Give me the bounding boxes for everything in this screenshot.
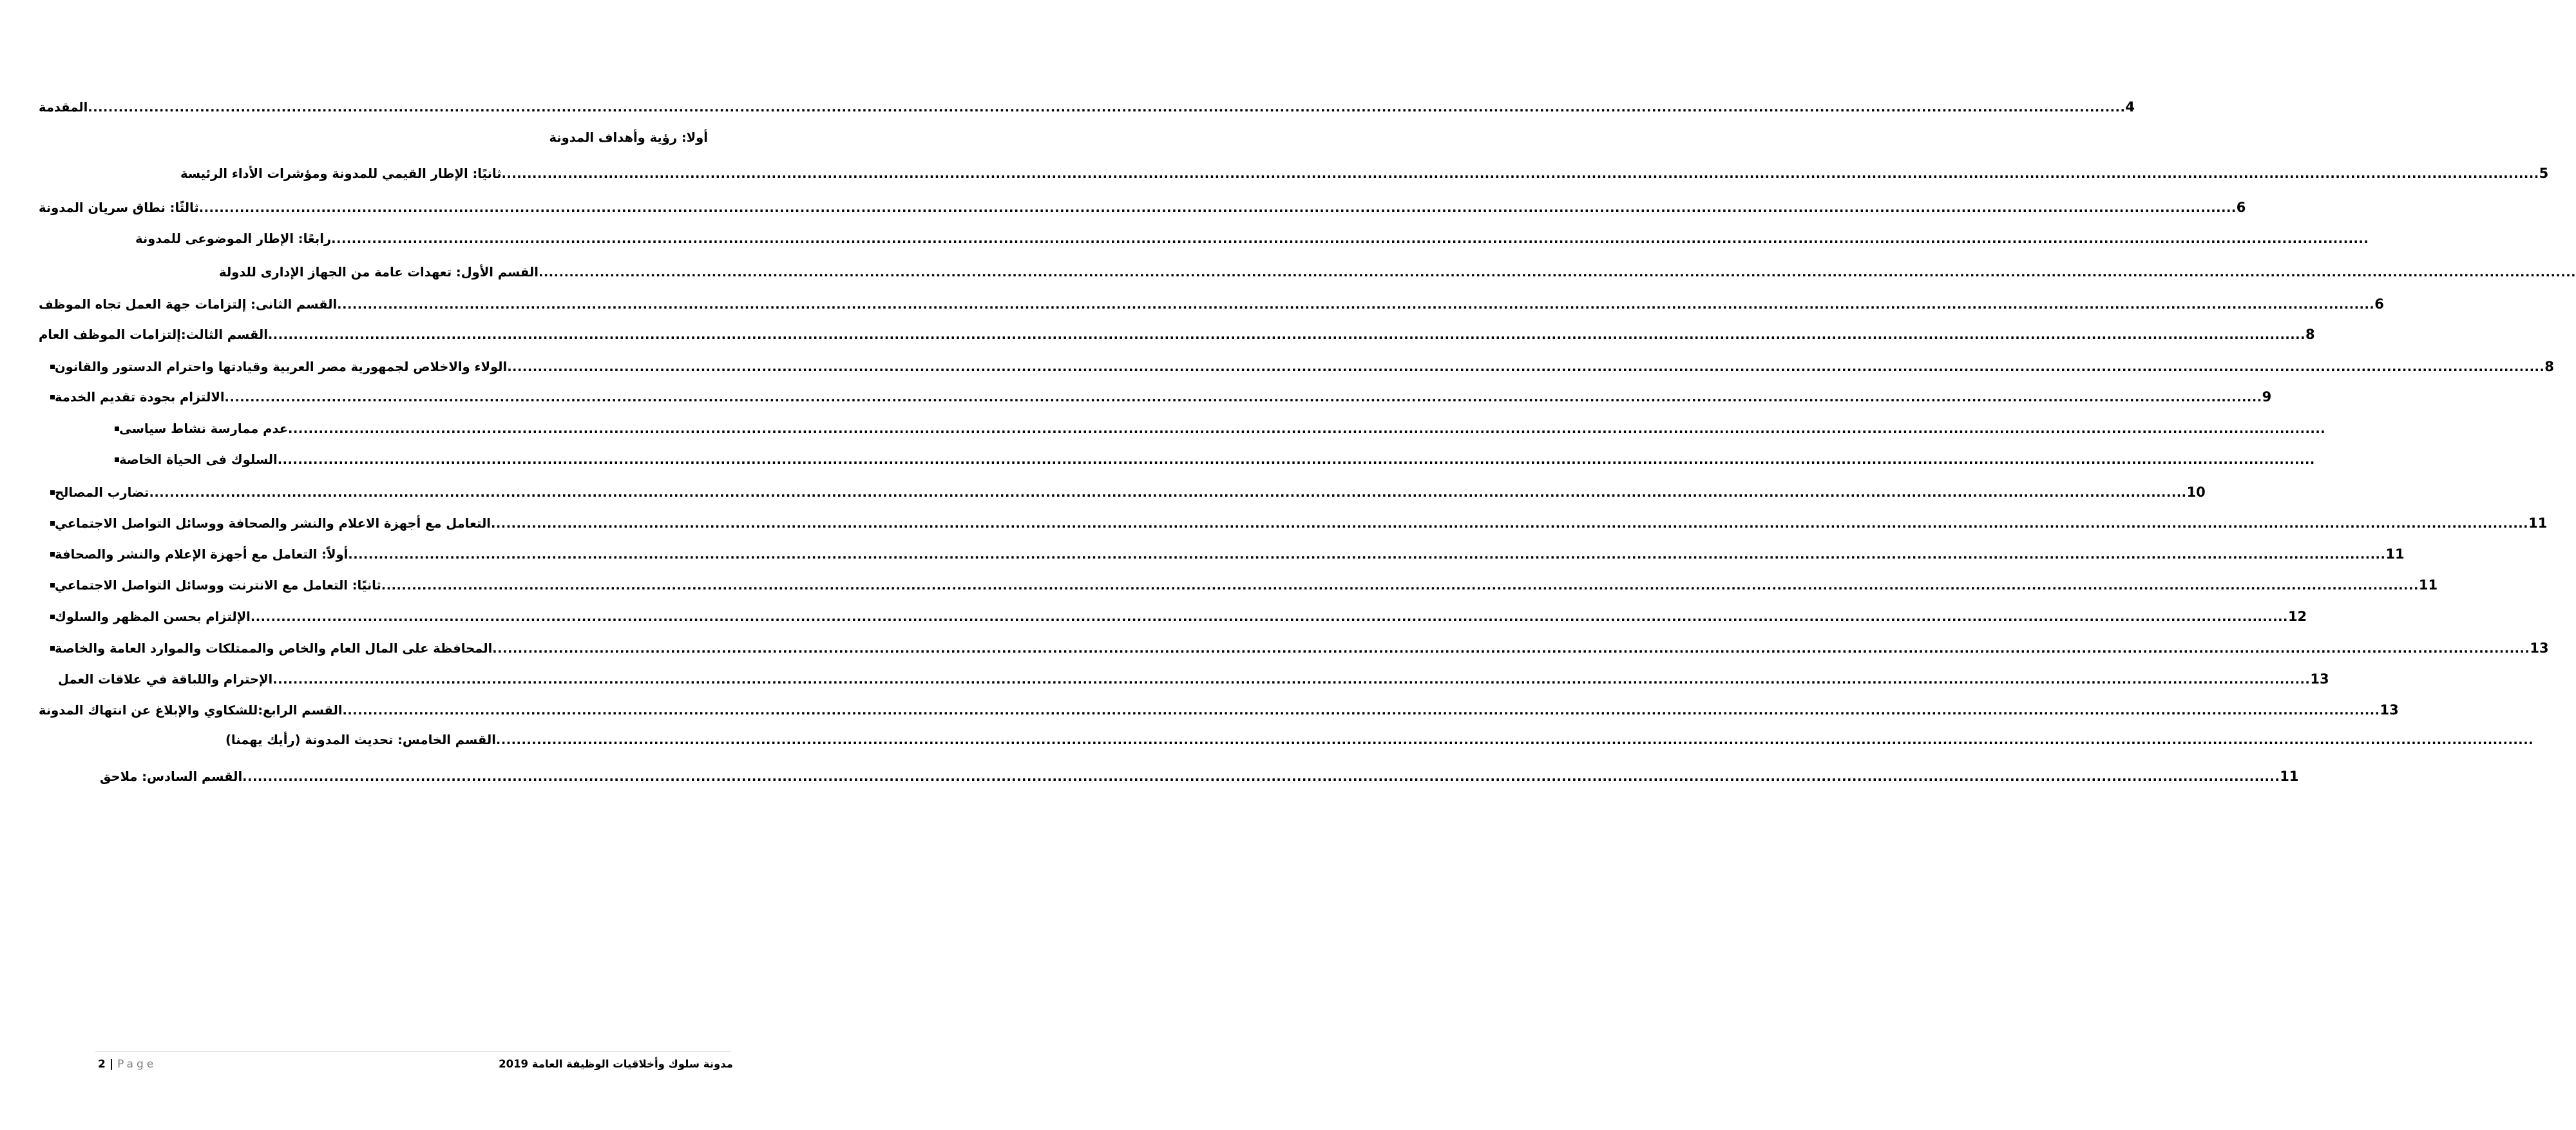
bullet-icon <box>50 583 55 588</box>
toc-entry-label: القسم الأول: تعهدات عامة من الجهاز الإدارى للدولة <box>219 265 539 280</box>
toc-entry-page: 11 <box>2418 577 2438 593</box>
toc-entry-label: القسم السادس: ملاحق <box>100 769 243 784</box>
toc-entry-label: الالتزام بجودة تقديم الخدمة <box>55 390 225 405</box>
toc-entry-page: 11 <box>2280 769 2299 784</box>
toc-entry-label: الولاء والاخلاص لجمهورية مصر العربية وقيادتها واحترام الدستور والقانون <box>55 359 508 374</box>
toc-entry[interactable] <box>39 98 2135 117</box>
bullet-icon <box>50 615 55 619</box>
toc-entry[interactable] <box>39 325 2315 344</box>
toc-entry[interactable] <box>39 483 2206 502</box>
toc-entry-page: 10 <box>2186 484 2206 500</box>
bullet-icon <box>50 395 55 399</box>
toc-entry-page: 8 <box>2544 359 2554 374</box>
toc-entry-page: 6 <box>2236 200 2246 215</box>
toc-entry-label: ثانيًا: التعامل مع الانترنت ووسائل التواصل الاجتماعي <box>55 578 381 593</box>
toc-entry-page: 11 <box>2528 515 2548 531</box>
toc-entry-page: 12 <box>2287 609 2307 624</box>
toc-entry[interactable] <box>135 230 2369 248</box>
toc-entry-page: 11 <box>2385 546 2405 562</box>
toc-entry[interactable] <box>225 731 2534 749</box>
toc-entry[interactable] <box>39 358 2554 376</box>
toc-entry-label: الإلتزام بحسن المظهر والسلوك <box>55 609 251 624</box>
toc-entry[interactable] <box>39 608 2307 626</box>
toc-leader-dots: ................................................................................................................................................................................................................................................................................................................................................................................................................ <box>250 609 2288 624</box>
toc-entry-page: 13 <box>2380 702 2399 718</box>
bullet-icon <box>115 426 119 431</box>
toc-entry-label: رابعًا: الإطار الموضوعى للمدونة <box>135 231 332 246</box>
bullet-icon <box>50 365 55 369</box>
bullet-icon <box>50 490 55 495</box>
toc-leader-dots: ................................................................................................................................................................................................................................................................................................................................................................................................................ <box>490 516 2529 531</box>
page-number: 2 <box>98 1058 106 1071</box>
toc-entry-label: المقدمة <box>39 100 88 115</box>
page-separator: | <box>109 1058 114 1071</box>
toc-entry-label: ثانيًا: الإطار القيمي للمدونة ومؤشرات الأداء الرئيسة <box>180 166 502 181</box>
toc-entry[interactable] <box>103 420 2326 438</box>
toc-entry[interactable] <box>103 451 2315 469</box>
toc-leader-dots: ................................................................................................................................................................................................................................................................................................................................................................................................................ <box>272 672 2311 687</box>
toc-entry-label: القسم الرابع:للشكاوي والإبلاغ عن انتهاك المدونة <box>39 703 343 718</box>
toc-leader-dots: ................................................................................................................................................................................................................................................................................................................................................................................................................ <box>342 703 2380 718</box>
bullet-icon <box>50 552 55 557</box>
toc-leader-dots: ................................................................................................................................................................................................................................................................................................................................................................................................................ <box>277 452 2315 467</box>
toc-leader-dots: ................................................................................................................................................................................................................................................................................................................................................................................................................ <box>538 265 2576 280</box>
toc-entry-label: المحافظة على المال العام والخاص والممتلكات والموارد العامة والخاصة <box>55 641 493 656</box>
toc-leader-dots: ................................................................................................................................................................................................................................................................................................................................................................................................................ <box>331 231 2369 246</box>
toc-leader-dots: ................................................................................................................................................................................................................................................................................................................................................................................................................ <box>149 485 2187 500</box>
toc-entry[interactable] <box>219 263 2576 282</box>
toc-entry[interactable] <box>39 639 2549 658</box>
toc-entry-label: أولاً: التعامل مع أجهزة الإعلام والنشر والصحافة <box>55 547 348 562</box>
toc-leader-dots: ................................................................................................................................................................................................................................................................................................................................................................................................................ <box>507 359 2545 374</box>
toc-entry-label: ثالثًا: نطاق سريان المدونة <box>39 200 199 215</box>
bullet-icon <box>50 521 55 526</box>
footer-page-info <box>98 1058 157 1071</box>
toc-leader-dots: ................................................................................................................................................................................................................................................................................................................................................................................................................ <box>381 578 2419 593</box>
toc-leader-dots: ................................................................................................................................................................................................................................................................................................................................................................................................................ <box>337 297 2375 312</box>
toc-entry-label: السلوك فى الحياة الخاصة <box>119 452 278 467</box>
toc-leader-dots: ................................................................................................................................................................................................................................................................................................................................................................................................................ <box>501 166 2539 181</box>
footer-divider <box>95 1051 730 1052</box>
footer-document-title: مدونة سلوك وأخلاقيات الوظيفة العامة 2019 <box>499 1058 733 1070</box>
toc-leader-dots: ................................................................................................................................................................................................................................................................................................................................................................................................................ <box>495 733 2534 747</box>
toc-entry-label: التعامل مع أجهزة الاعلام والنشر والصحافة ووسائل التواصل الاجتماعي <box>55 516 491 531</box>
toc-leader-dots: ................................................................................................................................................................................................................................................................................................................................................................................................................ <box>224 390 2262 405</box>
toc-entry[interactable] <box>39 701 2399 720</box>
toc-entry[interactable] <box>39 388 2272 407</box>
toc-entry[interactable] <box>39 514 2548 533</box>
toc-leader-dots: ................................................................................................................................................................................................................................................................................................................................................................................................................ <box>288 421 2326 436</box>
toc-entry-label: عدم ممارسة نشاط سياسى <box>119 421 289 436</box>
page-word: Page <box>117 1058 157 1071</box>
toc-entry-label: القسم الخامس: تحديث المدونة (رأيك يهمنا) <box>225 733 496 747</box>
toc-leader-dots: ................................................................................................................................................................................................................................................................................................................................................................................................................ <box>88 100 2126 115</box>
toc-leader-dots: ................................................................................................................................................................................................................................................................................................................................................................................................................ <box>492 641 2530 656</box>
toc-leader-dots: ................................................................................................................................................................................................................................................................................................................................................................................................................ <box>348 547 2386 562</box>
toc-entry-page: 5 <box>2539 166 2549 181</box>
toc-entry[interactable] <box>39 545 2405 564</box>
toc-entry[interactable] <box>39 198 2246 217</box>
bullet-icon <box>115 457 119 462</box>
toc-entry-page: 4 <box>2125 99 2135 115</box>
toc-entry-label: القسم الثانى: إلتزامات جهة العمل تجاه الموظف <box>39 297 338 312</box>
toc-entry-label: أولا: رؤية وأهداف المدونة <box>549 130 708 145</box>
toc-entry[interactable] <box>549 129 708 147</box>
toc-leader-dots: ................................................................................................................................................................................................................................................................................................................................................................................................................ <box>267 327 2305 342</box>
toc-entry[interactable] <box>180 164 2549 183</box>
toc-entry-page: 13 <box>2310 671 2329 687</box>
toc-entry-page: 13 <box>2530 640 2549 656</box>
toc-leader-dots: ................................................................................................................................................................................................................................................................................................................................................................................................................ <box>198 200 2237 215</box>
toc-entry[interactable] <box>39 295 2384 314</box>
toc-entry-page: 6 <box>2374 296 2384 312</box>
toc-entry[interactable] <box>39 576 2438 595</box>
toc-entry-page: 9 <box>2262 389 2272 405</box>
toc-entry-label: القسم الثالث:إلتزامات الموظف العام <box>39 327 268 342</box>
toc-entry-label: تضارب المصالح <box>55 485 149 500</box>
toc-entry[interactable] <box>58 670 2329 689</box>
toc-entry-label: الإحترام واللباقة في علاقات العمل <box>58 672 273 687</box>
toc-entry[interactable] <box>100 767 2299 786</box>
toc-leader-dots: ................................................................................................................................................................................................................................................................................................................................................................................................................ <box>242 769 2280 784</box>
bullet-icon <box>50 646 55 651</box>
toc-entry-page: 8 <box>2305 327 2315 342</box>
